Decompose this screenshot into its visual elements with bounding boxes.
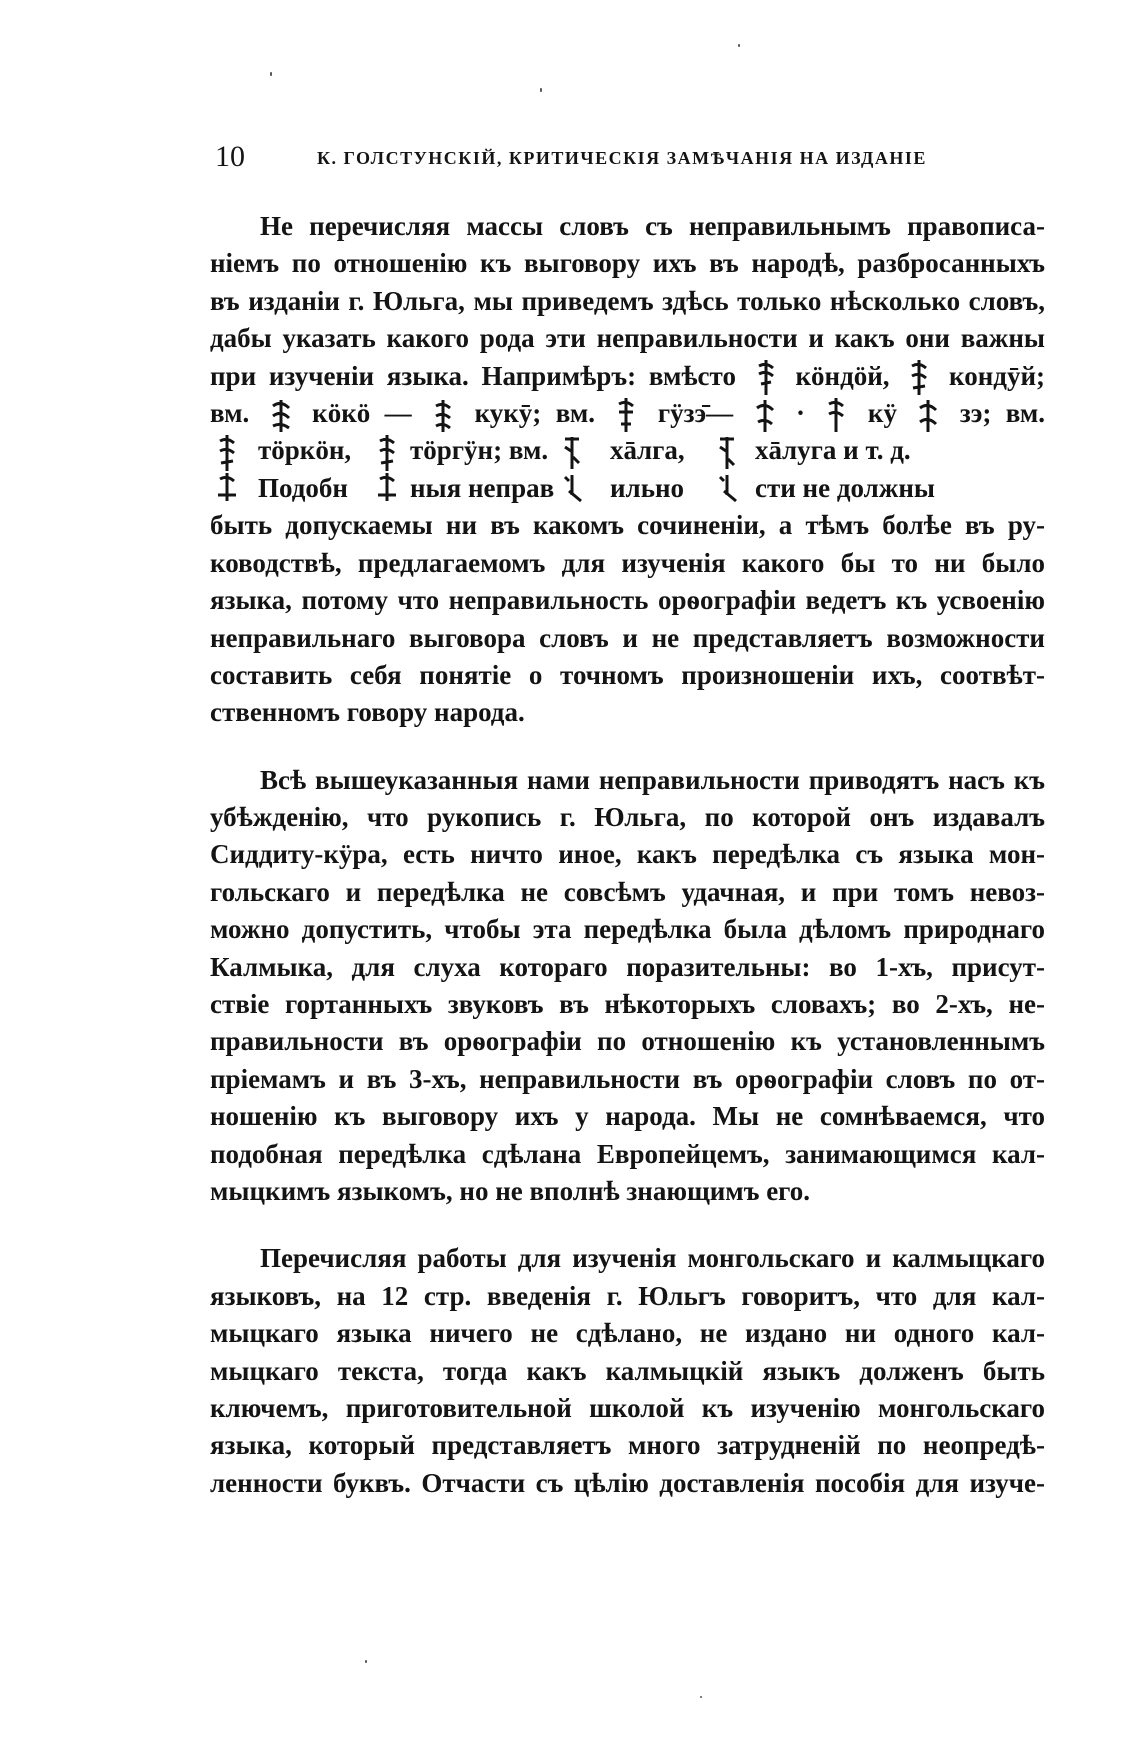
- paragraph-2: [210, 762, 1045, 1211]
- text-line: пріемамъ и въ 3-хъ, неправильности въ орѳографіи словъ по от-: [210, 1063, 1045, 1094]
- text-lines-with-tall-script: [210, 432, 1045, 507]
- text-row: [210, 470, 1045, 507]
- text-line: составить себя понятіе о точномъ произношеніи ихъ, соотвѣт-: [210, 659, 1045, 690]
- text-segment: зэ; вм.: [959, 397, 1045, 428]
- paragraph-1: [210, 208, 1045, 732]
- text-line: правильности въ орѳографіи по отношенію къ установленнымъ: [210, 1026, 1045, 1057]
- page-header: [215, 140, 1045, 180]
- mongolian-word-icon: [714, 433, 740, 473]
- text-line: языка, который представляетъ много затрудненій по неопредѣ-: [210, 1430, 1045, 1461]
- text-line: дабы указать какого рода эти неправильности и какъ они важны: [210, 323, 1045, 354]
- text-line: языка, потому что неправильность орѳографіи ведетъ къ усвоенію: [210, 585, 1045, 616]
- text-line: ніемъ по отношенію къ выговору ихъ въ народѣ, разбросанныхъ: [210, 248, 1045, 279]
- text-line: можно допустить, чтобы эта передѣлка была дѣломъ природнаго: [210, 914, 1045, 945]
- mongolian-word-icon: [823, 396, 849, 433]
- text-line: Перечисляя работы для изученія монгольскаго и калмыцкаго: [260, 1243, 1045, 1274]
- text-segment: кöкö —: [312, 397, 412, 428]
- mongolian-word-icon: [268, 396, 294, 433]
- text-segment: гӱзэ̄—: [657, 397, 734, 428]
- text-segment: ныя неправ: [410, 472, 555, 503]
- page-number: 10: [215, 140, 245, 173]
- text-line: Не перечисляя массы словъ съ неправильнымъ правописа-: [260, 211, 1045, 241]
- mongolian-word-icon: [214, 471, 240, 511]
- text-line-with-script: [210, 358, 1045, 395]
- text-line: мыцкаго текста, тогда какъ калмыцкій языкъ долженъ быть: [210, 1355, 1045, 1386]
- text-segment: хāлга,: [610, 435, 685, 466]
- paragraph-3: [210, 1240, 1045, 1502]
- mongolian-word-icon: [752, 396, 778, 433]
- mongolian-word-icon: [714, 471, 740, 511]
- text-line: языковъ, на 12 стр. введенія г. Юльгъ говоритъ, что для кал-: [210, 1280, 1045, 1311]
- mongolian-word-icon: [430, 396, 456, 433]
- mongolian-word-icon: [906, 358, 932, 395]
- text-line: Всѣ вышеуказанныя нами неправильности приводятъ насъ къ: [260, 764, 1045, 795]
- text-line: ководствѣ, предлагаемомъ для изученія какого бы то ни было: [210, 547, 1045, 578]
- scan-speck: [270, 72, 272, 76]
- text-line: быть допускаемы ни въ какомъ сочиненіи, а тѣмъ болѣе въ ру-: [210, 510, 1045, 541]
- text-line-with-script: [210, 395, 1045, 432]
- body-text: [210, 208, 1045, 1502]
- text-line: мыцкимъ языкомъ, но не вполнѣ знающимъ его.: [210, 1175, 811, 1206]
- text-segment: сти не должны: [755, 472, 936, 503]
- text-segment: при изученіи языка. Напримѣръ: вмѣсто: [210, 360, 736, 391]
- text-segment: кӱ: [867, 397, 897, 428]
- text-segment: кукӯ; вм.: [474, 397, 595, 428]
- mongolian-word-icon: [559, 433, 585, 473]
- scan-speck: [700, 1696, 702, 1698]
- text-segment: тöркöн,: [258, 435, 352, 466]
- text-segment: кöндöй,: [795, 360, 890, 391]
- mongolian-word-icon: [374, 471, 400, 511]
- mongolian-word-icon: [214, 433, 240, 473]
- text-line: гольскаго и передѣлка не совсѣмъ удачная, и при томъ невоз-: [210, 876, 1045, 907]
- text-segment: кондӯй;: [949, 360, 1045, 391]
- mongolian-word-icon: [915, 396, 941, 433]
- text-line: ленности буквъ. Отчасти съ цѣлію доставленія пособія для изуче-: [210, 1467, 1045, 1498]
- text-line: ственномъ говору народа.: [210, 697, 525, 728]
- text-segment: ильно: [610, 472, 685, 503]
- text-line: неправильнаго выговора словъ и не представляетъ возможности: [210, 622, 1045, 653]
- mongolian-word-icon: [613, 396, 639, 433]
- text-segment: ·: [796, 397, 806, 428]
- mongolian-word-icon: [559, 471, 585, 511]
- mongolian-word-icon: [374, 433, 400, 473]
- text-line: ключемъ, приготовительной школой къ изученію монгольскаго: [210, 1392, 1045, 1423]
- scan-speck: [540, 88, 542, 92]
- text-line: подобная передѣлка сдѣлана Европейцемъ, занимающимся кал-: [210, 1138, 1045, 1169]
- text-line: ствіе гортанныхъ звуковъ въ нѣкоторыхъ словахъ; во 2-хъ, не-: [210, 989, 1045, 1020]
- text-line: убѣжденію, что рукопись г. Юльга, по которой онъ издавалъ: [210, 802, 1045, 833]
- text-segment: тöргӱн; вм.: [410, 435, 549, 466]
- text-segment: вм.: [210, 397, 250, 428]
- text-line: ношенію къ выговору ихъ у народа. Мы не сомнѣваемся, что: [210, 1101, 1045, 1132]
- scan-speck: [738, 44, 740, 47]
- text-line: Калмыка, для слуха котораго поразительны: во 1-хъ, присут-: [210, 951, 1045, 982]
- mongolian-word-icon: [753, 358, 779, 395]
- text-line: въ изданіи г. Юльга, мы приведемъ здѣсь только нѣсколько словъ,: [210, 285, 1045, 316]
- running-head: К. ГОЛСТУНСКІЙ, КРИТИЧЕСКІЯ ЗАМѢЧАНІЯ НА ИЗДАНІЕ: [317, 148, 927, 168]
- text-row: [210, 432, 1045, 469]
- scan-speck: [365, 1660, 367, 1663]
- text-line: мыцкаго языка ничего не сдѣлано, не издано ни одного кал-: [210, 1318, 1045, 1349]
- text-line: Сиддиту-кӱра, есть ничто иное, какъ передѣлка съ языка мон-: [210, 839, 1045, 870]
- text-segment: Подобн: [258, 472, 348, 503]
- text-segment: хāлуга и т. д.: [755, 435, 911, 466]
